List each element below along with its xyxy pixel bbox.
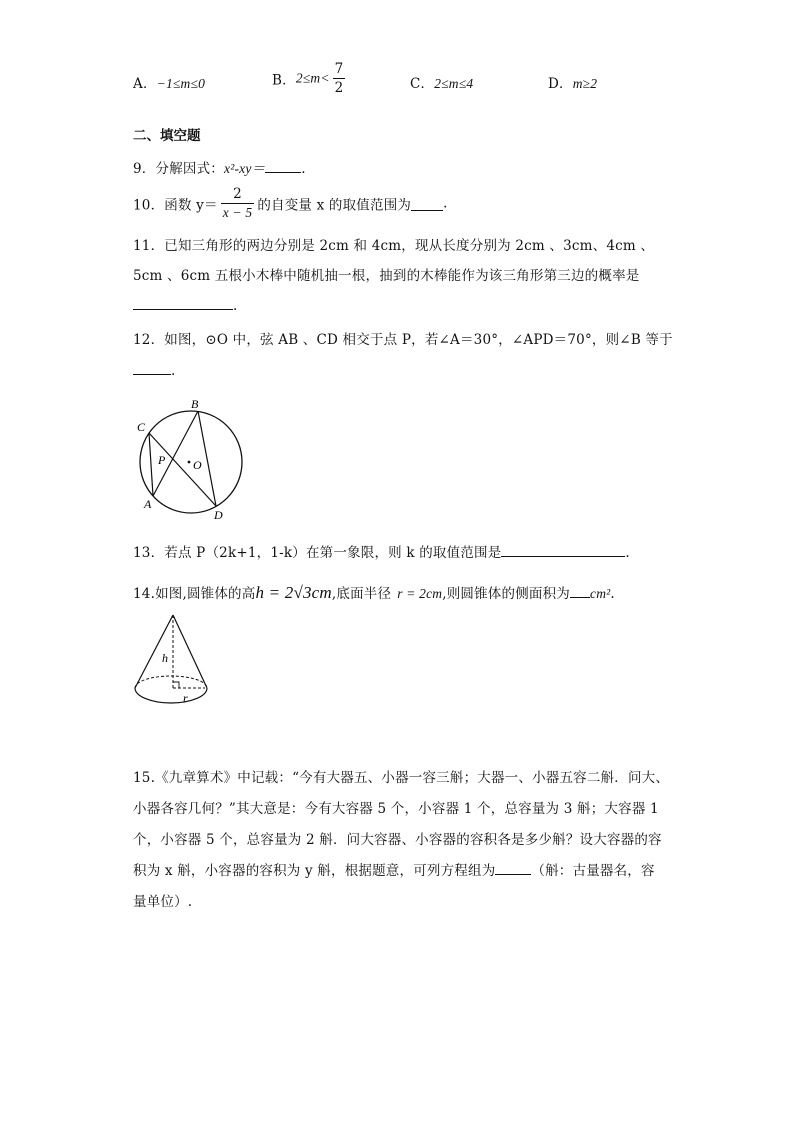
q10-end: .: [443, 195, 448, 212]
q10-answer-blank[interactable]: [411, 196, 443, 211]
q14-suffix: ,则圆锥体的侧面积为: [442, 586, 571, 602]
question-15-line-5: 量单位）.: [133, 894, 193, 910]
label-p: P: [158, 453, 166, 467]
label-d: D: [214, 508, 223, 522]
question-11-line-2: 5cm 、6cm 五根小木棒中随机抽一根，抽到的木棒能作为该三角形第三边的概率是: [133, 268, 640, 284]
option-b-fraction: [333, 60, 346, 97]
question-12-answer: [133, 360, 175, 379]
q11-end: .: [233, 298, 238, 314]
label-a: A: [144, 497, 152, 511]
q14-height-expression: h = 2√3cm: [255, 583, 332, 602]
option-b-label: B．: [272, 72, 296, 89]
question-10: [133, 185, 448, 222]
option-a-label: A．: [133, 76, 157, 92]
q14-prefix: 14.如图,圆锥体的高: [133, 586, 256, 602]
cone-figure: [128, 610, 218, 710]
question-9: [133, 157, 306, 177]
q10-suffix: 的自变量 x 的取值范围为: [257, 197, 412, 214]
fraction-denominator: x − 5: [222, 205, 253, 220]
chord-cd: [149, 433, 216, 506]
label-c: C: [137, 420, 146, 434]
label-o: O: [193, 458, 202, 472]
fraction-numerator: 7: [334, 61, 344, 77]
question-15-line-4: [133, 859, 655, 879]
q8-option-a: [133, 72, 205, 92]
question-12-line-1: 12．如图，⊙O 中，弦 AB 、CD 相交于点 P，若∠A＝30°，∠APD＝70°，则∠B 等于: [133, 332, 673, 348]
question-13: [133, 541, 630, 561]
question-11-line-1: 11．已知三角形的两边分别是 2cm 和 4cm，现从长度分别为 2cm 、3cm、4cm 、: [133, 238, 655, 254]
cone-base-front: [135, 688, 207, 703]
q13-answer-blank[interactable]: [501, 542, 625, 557]
question-15-line-1: 15.《九章算术》中记载：“今有大器五、小器一容三斛；大器一、小器五容二斛．问大、: [133, 770, 670, 786]
fraction-numerator: 2: [221, 185, 255, 204]
q14-unit: cm²: [590, 586, 611, 601]
question-15-line-3: 个，小容器 5 个，总容量为 2 斛．问大容器、小容器的容积各是多少斛？设大容器的容: [133, 832, 662, 848]
q8-option-b: [272, 60, 348, 97]
q15-line-4-text: 积为 x 斛，小容器的容积为 y 斛，根据题意，可列方程组为: [133, 863, 496, 879]
q9-prefix: 9．分解因式：: [133, 161, 224, 177]
q10-prefix: 10．函数 y＝: [133, 197, 218, 214]
q14-end: .: [610, 586, 615, 602]
q15-answer-blank[interactable]: [495, 860, 531, 875]
q13-text: 13．若点 P（2k+1，1-k）在第一象限，则 k 的取值范围是: [133, 545, 502, 561]
section-title: 二、填空题: [133, 128, 201, 144]
question-15-line-2: 小器各容几何？”其大意是：今有大容器 5 个，小容器 1 个，总容量为 3 斛；大容器 1: [133, 801, 659, 817]
q13-end: .: [625, 545, 630, 561]
option-c-label: C．: [410, 76, 435, 92]
q9-expression: x²-xy＝: [224, 161, 266, 176]
label-b: B: [191, 397, 199, 411]
q14-mid: ,底面半径: [331, 586, 392, 602]
option-d-text: m≥2: [572, 76, 598, 91]
option-b-left: 2≤m<: [295, 70, 330, 86]
q15-line-4-tail: （斛：古量器名，容: [531, 863, 655, 879]
segment-ca: [149, 433, 153, 496]
fraction-denominator: 2: [334, 80, 344, 96]
q12-end: .: [171, 363, 176, 379]
q8-option-c: [410, 72, 473, 92]
cone-base-back: [135, 676, 207, 688]
question-11-answer: [133, 295, 237, 314]
q11-answer-blank[interactable]: [133, 295, 233, 310]
center-point: [188, 461, 191, 464]
q9-end: .: [301, 161, 306, 177]
option-d-label: D．: [548, 76, 573, 92]
option-c-text: 2≤m≤4: [434, 76, 474, 91]
q8-option-d: [548, 72, 597, 92]
q12-answer-blank[interactable]: [133, 360, 171, 375]
question-14: [133, 582, 615, 603]
q14-answer-blank[interactable]: [570, 583, 590, 598]
q14-radius-expression: r = 2cm: [397, 586, 443, 601]
option-a-text: −1≤m≤0: [156, 76, 206, 91]
circle-chords-figure: [130, 393, 260, 523]
label-r: r: [183, 691, 188, 705]
circle-o: [140, 411, 242, 513]
label-h: h: [162, 651, 168, 665]
q10-fraction: [221, 185, 255, 222]
q9-answer-blank[interactable]: [265, 158, 301, 173]
right-angle-mark: [173, 682, 179, 688]
cone-right-edge: [173, 615, 207, 688]
